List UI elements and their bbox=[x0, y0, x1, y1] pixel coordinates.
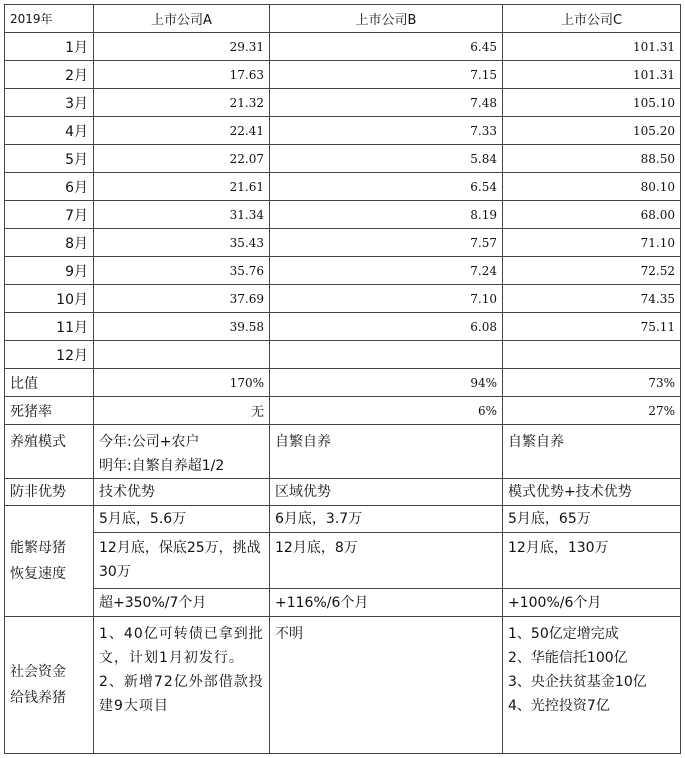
month-row bbox=[5, 201, 681, 229]
sow-recovery-row1 bbox=[5, 506, 681, 533]
social-funding-a-item2: 2、新增72亿外部借款投建9大项目 bbox=[99, 674, 264, 714]
month-value-a: 31.34 bbox=[94, 201, 270, 229]
month-value-b: 7.24 bbox=[270, 257, 503, 285]
month-value-b: 7.48 bbox=[270, 89, 503, 117]
ratio-c: 73% bbox=[503, 369, 681, 397]
death-rate-label: 死猪率 bbox=[5, 397, 94, 425]
sow-recovery-a1: 5月底，5.6万 bbox=[94, 506, 270, 533]
social-funding-c-item2: 2、华能信托100亿 bbox=[508, 650, 628, 666]
month-value-c: 101.31 bbox=[503, 61, 681, 89]
month-row bbox=[5, 313, 681, 341]
month-value-c: 88.50 bbox=[503, 145, 681, 173]
month-value-a bbox=[94, 341, 270, 369]
sow-recovery-c1: 5月底，65万 bbox=[503, 506, 681, 533]
month-row bbox=[5, 257, 681, 285]
month-label: 9月 bbox=[5, 257, 94, 285]
sow-recovery-a3: 超+350%/7个月 bbox=[94, 589, 270, 617]
month-value-c: 80.10 bbox=[503, 173, 681, 201]
month-row bbox=[5, 229, 681, 257]
sow-recovery-a2: 12月底，保底25万，挑战30万 bbox=[94, 533, 270, 589]
ratio-b: 94% bbox=[270, 369, 503, 397]
breeding-mode-row bbox=[5, 425, 681, 479]
month-value-c: 74.35 bbox=[503, 285, 681, 313]
month-label: 6月 bbox=[5, 173, 94, 201]
asf-advantage-c: 模式优势+技术优势 bbox=[503, 479, 681, 506]
company-b-header: 上市公司B bbox=[270, 5, 503, 33]
sow-recovery-b1: 6月底，3.7万 bbox=[270, 506, 503, 533]
social-funding-a bbox=[94, 617, 270, 754]
asf-advantage-row bbox=[5, 479, 681, 506]
month-value-a: 39.58 bbox=[94, 313, 270, 341]
month-value-c: 72.52 bbox=[503, 257, 681, 285]
sow-recovery-label-line2: 恢复速度 bbox=[10, 566, 66, 582]
month-label: 5月 bbox=[5, 145, 94, 173]
month-value-b: 6.08 bbox=[270, 313, 503, 341]
company-a-header: 上市公司A bbox=[94, 5, 270, 33]
month-label: 4月 bbox=[5, 117, 94, 145]
asf-advantage-a: 技术优势 bbox=[94, 479, 270, 506]
social-funding-label-line1: 社会资金 bbox=[10, 664, 66, 680]
social-funding-c bbox=[503, 617, 681, 754]
month-value-a: 35.76 bbox=[94, 257, 270, 285]
comparison-table bbox=[4, 4, 681, 754]
ratio-row bbox=[5, 369, 681, 397]
breeding-mode-a-line1: 今年:公司+农户 bbox=[99, 434, 200, 450]
asf-advantage-b: 区域优势 bbox=[270, 479, 503, 506]
month-row bbox=[5, 285, 681, 313]
header-row bbox=[5, 5, 681, 33]
year-header: 2019年 bbox=[5, 5, 94, 33]
month-label: 12月 bbox=[5, 341, 94, 369]
death-rate-c: 27% bbox=[503, 397, 681, 425]
month-label: 8月 bbox=[5, 229, 94, 257]
month-value-c bbox=[503, 341, 681, 369]
month-value-a: 29.31 bbox=[94, 33, 270, 61]
month-value-a: 21.32 bbox=[94, 89, 270, 117]
social-funding-label-line2: 给钱养猪 bbox=[10, 690, 66, 706]
month-value-a: 22.41 bbox=[94, 117, 270, 145]
month-label: 3月 bbox=[5, 89, 94, 117]
month-row bbox=[5, 173, 681, 201]
month-row bbox=[5, 89, 681, 117]
month-row bbox=[5, 341, 681, 369]
month-value-a: 21.61 bbox=[94, 173, 270, 201]
month-value-b bbox=[270, 341, 503, 369]
month-value-a: 17.63 bbox=[94, 61, 270, 89]
asf-advantage-label: 防非优势 bbox=[5, 479, 94, 506]
sow-recovery-c3: +100%/6个月 bbox=[503, 589, 681, 617]
month-value-b: 6.45 bbox=[270, 33, 503, 61]
month-row bbox=[5, 61, 681, 89]
death-rate-a: 无 bbox=[94, 397, 270, 425]
month-value-c: 75.11 bbox=[503, 313, 681, 341]
breeding-mode-label: 养殖模式 bbox=[5, 425, 94, 479]
month-value-b: 7.15 bbox=[270, 61, 503, 89]
social-funding-c-item1: 1、50亿定增完成 bbox=[508, 626, 619, 642]
month-value-a: 35.43 bbox=[94, 229, 270, 257]
month-value-b: 7.10 bbox=[270, 285, 503, 313]
sow-recovery-b3: +116%/6个月 bbox=[270, 589, 503, 617]
month-value-c: 101.31 bbox=[503, 33, 681, 61]
ratio-a: 170% bbox=[94, 369, 270, 397]
month-value-b: 6.54 bbox=[270, 173, 503, 201]
month-value-a: 37.69 bbox=[94, 285, 270, 313]
month-value-c: 71.10 bbox=[503, 229, 681, 257]
sow-recovery-c2: 12月底，130万 bbox=[503, 533, 681, 589]
death-rate-row bbox=[5, 397, 681, 425]
social-funding-row bbox=[5, 617, 681, 754]
breeding-mode-c: 自繁自养 bbox=[503, 425, 681, 479]
social-funding-b: 不明 bbox=[270, 617, 503, 754]
month-label: 2月 bbox=[5, 61, 94, 89]
breeding-mode-b: 自繁自养 bbox=[270, 425, 503, 479]
month-value-c: 105.20 bbox=[503, 117, 681, 145]
month-value-a: 22.07 bbox=[94, 145, 270, 173]
ratio-label: 比值 bbox=[5, 369, 94, 397]
month-label: 7月 bbox=[5, 201, 94, 229]
social-funding-c-item3: 3、央企扶贫基金10亿 bbox=[508, 674, 647, 690]
sow-recovery-row3 bbox=[5, 589, 681, 617]
month-row bbox=[5, 117, 681, 145]
social-funding-c-item4: 4、光控投资7亿 bbox=[508, 698, 610, 714]
breeding-mode-a bbox=[94, 425, 270, 479]
month-label: 11月 bbox=[5, 313, 94, 341]
month-value-c: 105.10 bbox=[503, 89, 681, 117]
month-value-b: 7.57 bbox=[270, 229, 503, 257]
breeding-mode-a-line2: 明年:自繁自养超1/2 bbox=[99, 458, 225, 474]
death-rate-b: 6% bbox=[270, 397, 503, 425]
social-funding-a-item1: 1、40亿可转债已拿到批文，计划1月初发行。 bbox=[99, 626, 264, 666]
month-row bbox=[5, 33, 681, 61]
month-value-b: 8.19 bbox=[270, 201, 503, 229]
sow-recovery-b2: 12月底，8万 bbox=[270, 533, 503, 589]
sow-recovery-label-line1: 能繁母猪 bbox=[10, 540, 66, 556]
month-row bbox=[5, 145, 681, 173]
month-value-c: 68.00 bbox=[503, 201, 681, 229]
month-label: 10月 bbox=[5, 285, 94, 313]
sow-recovery-label bbox=[5, 506, 94, 617]
month-value-b: 7.33 bbox=[270, 117, 503, 145]
month-label: 1月 bbox=[5, 33, 94, 61]
sow-recovery-row2 bbox=[5, 533, 681, 589]
company-c-header: 上市公司C bbox=[503, 5, 681, 33]
month-value-b: 5.84 bbox=[270, 145, 503, 173]
social-funding-label bbox=[5, 617, 94, 754]
